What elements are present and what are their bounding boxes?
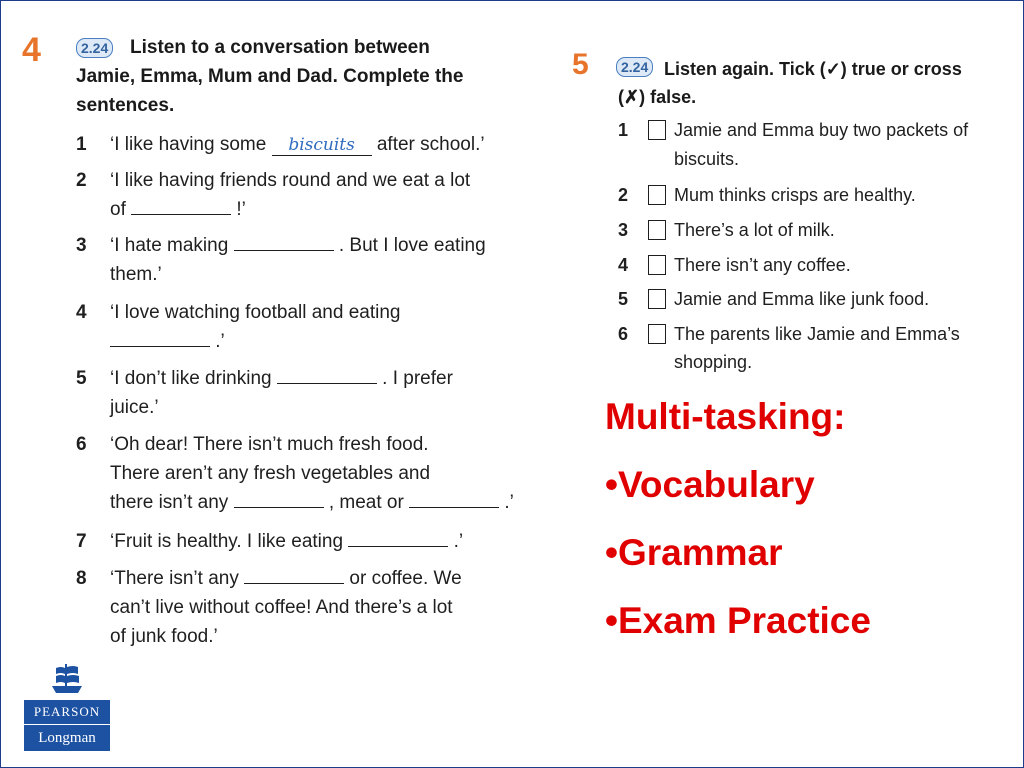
exercise-5-instruction-line: Listen again. Tick (✓) true or cross bbox=[664, 59, 962, 79]
item-text-part: . I prefer bbox=[376, 368, 453, 389]
exercise-5-instruction-line: (✗) false. bbox=[618, 87, 697, 107]
item-number: 2 bbox=[618, 185, 629, 205]
item-text: Jamie and Emma like junk food. bbox=[674, 289, 930, 309]
item-text-part: ‘I like having some bbox=[110, 134, 272, 155]
answer-blank[interactable] bbox=[277, 365, 377, 384]
item-text-part: of bbox=[110, 199, 132, 220]
item-text-part: .’ bbox=[210, 331, 225, 352]
answer-blank[interactable] bbox=[234, 232, 334, 251]
item-text-line bbox=[110, 564, 565, 593]
multitasking-point: •Grammar bbox=[605, 532, 783, 573]
item-number: 6 bbox=[76, 434, 87, 455]
exercise-4-instruction-cont bbox=[76, 62, 566, 120]
item-text-line: ‘I like having friends round and we eat a lot bbox=[110, 170, 471, 191]
item-text-line bbox=[110, 364, 565, 393]
item-text-line bbox=[110, 231, 565, 260]
item-text-part: ‘There isn’t any bbox=[110, 568, 245, 589]
item-text bbox=[674, 322, 1014, 374]
item-text bbox=[110, 430, 565, 517]
item-text-line: ‘Oh dear! There isn’t much fresh food. bbox=[110, 434, 429, 455]
item-text bbox=[110, 364, 565, 422]
item-text-line: There aren’t any fresh vegetables and bbox=[110, 463, 431, 484]
item-text bbox=[110, 564, 565, 651]
logo-pearson-text: PEARSON bbox=[24, 700, 110, 724]
item-text bbox=[110, 231, 565, 289]
item-number: 4 bbox=[76, 302, 87, 323]
item-text-part: .’ bbox=[448, 531, 464, 552]
answer-blank[interactable] bbox=[244, 565, 344, 584]
pearson-longman-logo bbox=[24, 662, 110, 752]
exercise-5-instruction bbox=[664, 55, 1014, 83]
item-text-part: ‘I hate making bbox=[110, 235, 234, 256]
item-number: 4 bbox=[618, 255, 629, 275]
item-number: 5 bbox=[76, 368, 87, 389]
item-number: 1 bbox=[76, 134, 87, 155]
exercise-4-instruction-line: Listen to a conversation between bbox=[130, 37, 430, 58]
item-number: 3 bbox=[76, 235, 87, 256]
item-text-line bbox=[110, 488, 565, 517]
multitasking-heading: Multi-tasking: bbox=[605, 396, 846, 437]
ship-icon bbox=[48, 662, 86, 696]
item-text: Mum thinks crisps are healthy. bbox=[674, 185, 916, 205]
exercise-4-track-badge: 2.24 bbox=[76, 38, 113, 58]
logo-longman-text: Longman bbox=[24, 725, 110, 751]
item-text-part: or coffee. We bbox=[344, 568, 462, 589]
item-text-part: ‘I don’t like drinking bbox=[110, 368, 277, 389]
item-text bbox=[674, 118, 1014, 171]
item-text-line: Jamie and Emma buy two packets of bbox=[674, 120, 969, 140]
item-text-line bbox=[110, 527, 565, 556]
item-text bbox=[110, 130, 565, 159]
tick-checkbox[interactable] bbox=[648, 255, 666, 275]
answer-blank[interactable] bbox=[348, 528, 448, 547]
item-number: 5 bbox=[618, 289, 629, 309]
multitasking-panel bbox=[605, 390, 1005, 662]
item-text-line bbox=[110, 195, 565, 224]
item-text-part: ‘Fruit is healthy. I like eating bbox=[110, 531, 349, 552]
item-text bbox=[110, 298, 565, 356]
exercise-4-number: 4 bbox=[22, 31, 41, 69]
exercise-4-instruction-line: sentences. bbox=[76, 95, 175, 116]
tick-checkbox[interactable] bbox=[648, 289, 666, 309]
item-text bbox=[110, 166, 565, 224]
item-text-line bbox=[110, 327, 565, 356]
item-text-line: of junk food.’ bbox=[110, 626, 218, 647]
item-text-part: there isn’t any bbox=[110, 492, 234, 513]
item-text-line: them.’ bbox=[110, 264, 162, 285]
item-text-part: , meat or bbox=[323, 492, 410, 513]
item-number: 3 bbox=[618, 220, 629, 240]
item-text bbox=[110, 527, 565, 556]
item-text-line: biscuits. bbox=[674, 149, 740, 169]
tick-checkbox[interactable] bbox=[648, 220, 666, 240]
item-text: There isn’t any coffee. bbox=[674, 255, 851, 275]
item-text-line: can’t live without coffee! And there’s a lot bbox=[110, 597, 453, 618]
exercise-4-instruction-line: Jamie, Emma, Mum and Dad. Complete the bbox=[76, 66, 464, 87]
tick-checkbox[interactable] bbox=[648, 120, 666, 140]
item-number: 1 bbox=[618, 120, 629, 140]
item-text-line: The parents like Jamie and Emma’s bbox=[674, 324, 960, 344]
answer-example: biscuits bbox=[272, 135, 372, 156]
item-number: 8 bbox=[76, 568, 87, 589]
item-text-line: shopping. bbox=[674, 352, 753, 372]
item-number: 2 bbox=[76, 170, 87, 191]
tick-checkbox[interactable] bbox=[648, 324, 666, 344]
exercise-5-instruction-cont bbox=[618, 83, 998, 111]
item-text-line: juice.’ bbox=[110, 397, 159, 418]
exercise-5-track-badge: 2.24 bbox=[616, 57, 653, 77]
item-text-part: !’ bbox=[231, 199, 246, 220]
item-text-part: . But I love eating bbox=[333, 235, 486, 256]
item-text: There’s a lot of milk. bbox=[674, 220, 835, 240]
tick-checkbox[interactable] bbox=[648, 185, 666, 205]
item-text-line: ‘I love watching football and eating bbox=[110, 302, 401, 323]
exercise-5-number: 5 bbox=[572, 48, 589, 81]
item-number: 7 bbox=[76, 531, 87, 552]
answer-blank[interactable] bbox=[110, 328, 210, 347]
multitasking-point: •Exam Practice bbox=[605, 600, 871, 641]
exercise-4-instruction bbox=[130, 33, 570, 62]
item-text-part: after school.’ bbox=[371, 134, 485, 155]
item-text-part: .’ bbox=[499, 492, 514, 513]
multitasking-point: •Vocabulary bbox=[605, 464, 815, 505]
answer-blank[interactable] bbox=[131, 196, 231, 215]
item-number: 6 bbox=[618, 324, 629, 344]
answer-blank[interactable] bbox=[234, 489, 324, 508]
answer-blank[interactable] bbox=[409, 489, 499, 508]
